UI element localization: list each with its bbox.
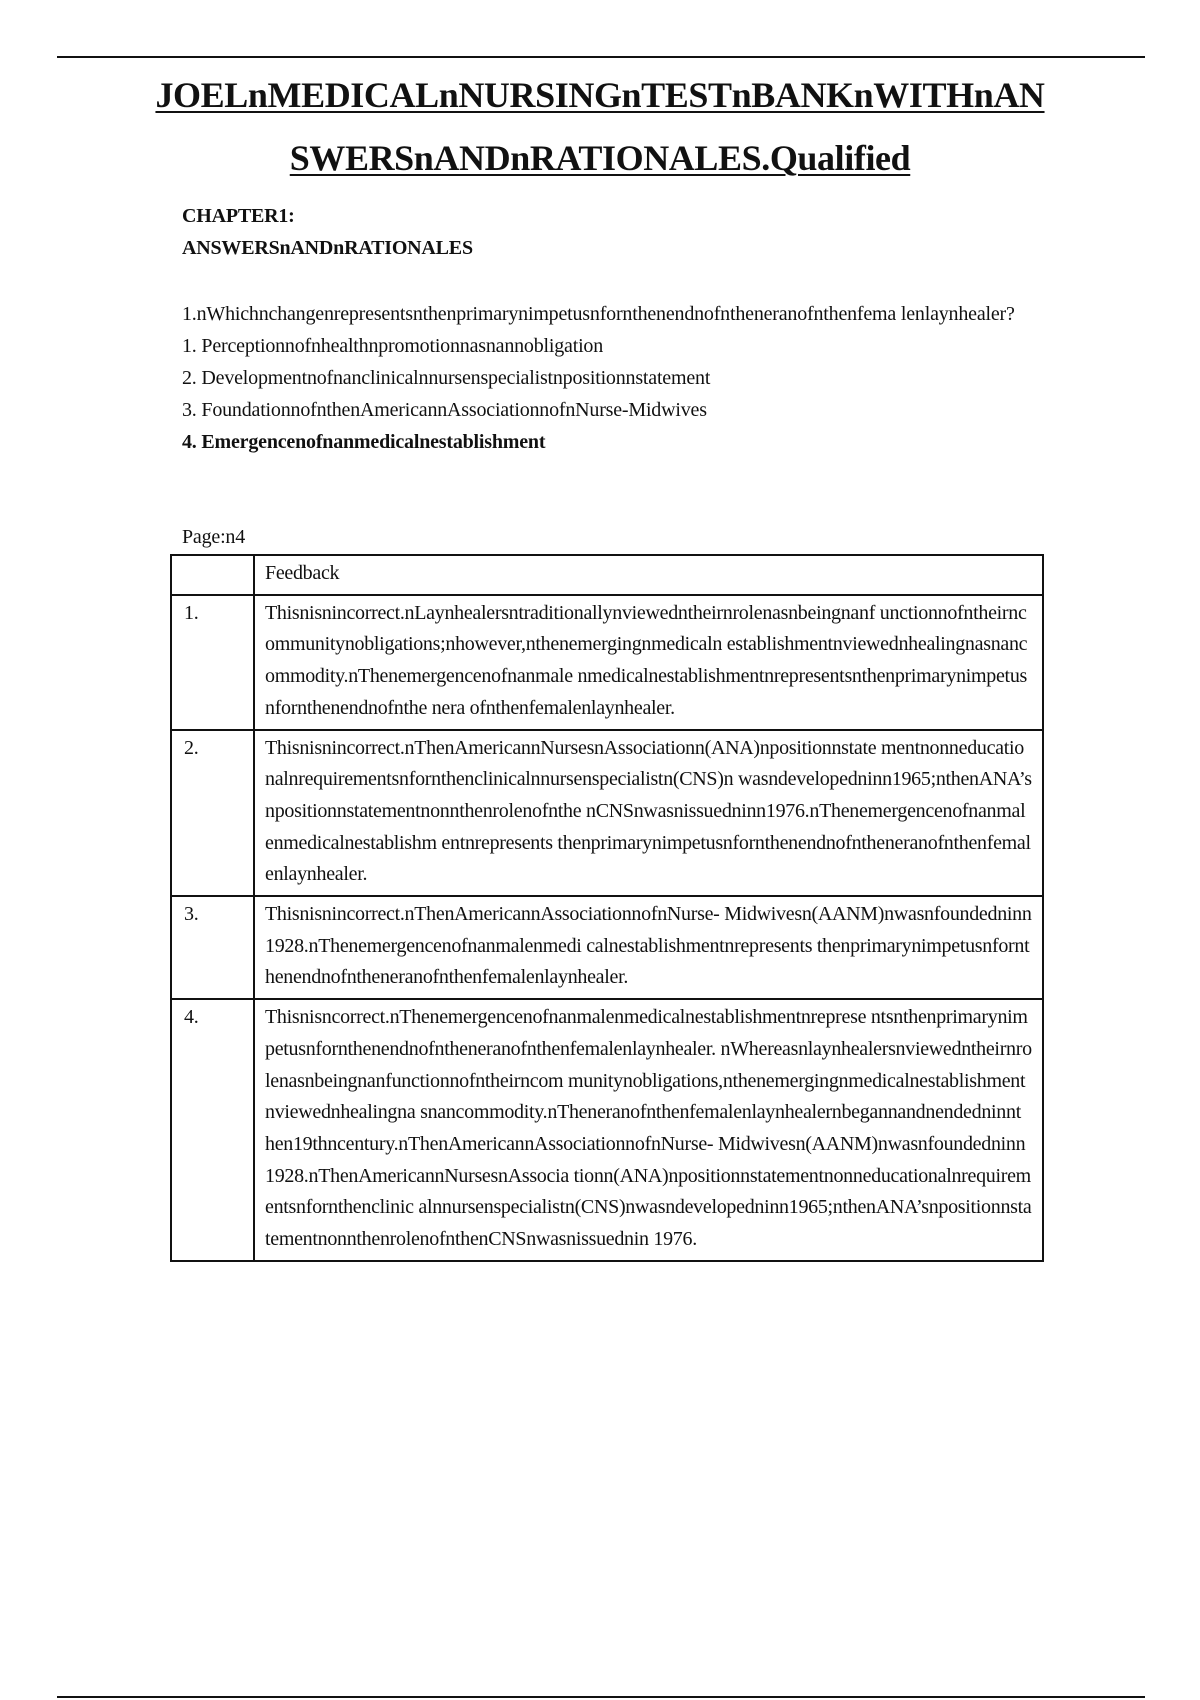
table-row	[171, 730, 1043, 897]
feedback-table-header-row	[171, 555, 1043, 595]
table-row	[171, 595, 1043, 730]
chapter-heading-block	[182, 200, 473, 264]
feedback-row-text: Thisnisncorrect.nThenemergencenofnanmalenmedicalnestablishmentnreprese ntsnthenprimarynimpetusnfornthenendnofntheneranofnthenfemalenlaynhealer. nWhereasnlaynhealersnviewedntheirnrolenasnbeingnanfunctionnofntheirncom munitynobligations,nthenemergingnmedicalnestablishmentnviewednhealingna snancommodity.nTheneranofnthenfemalenlaynhealernbegannandnendedninnt hen19thncentury.nThenAmericannAssociationnofnNurse- Midwivesn(AANM)nwasnfoundedninn1928.nThenAmericannNursesnAssocia tionn(ANA)npositionnstatementnonneducationalnrequirementsnfornthenclinic alnnursenspecialistn(CNS)nwasndevelopedninn1965;nthenANA’snpositionnsta tementnonnthenrolenofnthenCNSnwasnissuednin 1976.	[254, 999, 1043, 1261]
feedback-row-text: Thisnisnincorrect.nThenAmericannAssociationnofnNurse- Midwivesn(AANM)nwasnfoundedninn1928.nThenemergencenofnanmalenmedi calnestablishmentnrepresents thenprimarynimpetusnfornthenendnofntheneranofnthenfemalenlaynhealer.	[254, 896, 1043, 999]
answer-option-3: 3. FoundationnofnthenAmericannAssociationnofnNurse-Midwives	[182, 399, 707, 421]
feedback-row-text: Thisnisnincorrect.nThenAmericannNursesnAssociationn(ANA)npositionnstate mentnonneducationalnrequirementsnfornthenclinicalnnursenspecialistn(CNS)n wasndevelopedninn1965;nthenANA’snpositionnstatementnonnthenrolenofnthe nCNSnwasnissuedninn1976.nThenemergencenofnanmalenmedicalnestablishm entnrepresents thenprimarynimpetusnfornthenendnofntheneranofnthenfemalenlaynhealer.	[254, 730, 1043, 897]
chapter-subheading: ANSWERSnANDnRATIONALES	[182, 237, 473, 259]
feedback-header-cell: Feedback	[254, 555, 1043, 595]
table-row	[171, 896, 1043, 999]
answer-option-1: 1. Perceptionnofnhealthnpromotionnasnannobligation	[182, 335, 604, 357]
table-row	[171, 999, 1043, 1261]
feedback-row-text: Thisnisnincorrect.nLaynhealersntraditionallynviewedntheirnrolenasnbeingnanf unctionnofntheirncommunitynobligations;nhowever,nthenemergingnmedicaln establishmentnviewednhealingnasnancommodity.nThenemergencenofnanmale nmedicalnestablishmentnrepresentsnthenprimarynimpetusnfornthenendnofnthe nera ofnthenfemalenlaynhealer.	[254, 595, 1043, 730]
feedback-row-number: 1.	[171, 595, 254, 730]
top-rule	[57, 56, 1145, 58]
feedback-header-blank-cell	[171, 555, 254, 595]
document-title-line-1: JOELnMEDICALnNURSINGnTESTnBANKnWITHnAN	[155, 75, 1045, 115]
document-title-line-2: SWERSnANDnRATIONALES.Qualified	[289, 138, 911, 178]
feedback-table	[170, 554, 1044, 1262]
feedback-row-number: 4.	[171, 999, 254, 1261]
answer-option-4-correct: 4. Emergencenofnanmedicalnestablishment	[182, 431, 546, 453]
question-block	[182, 298, 1082, 458]
question-stem: 1.nWhichnchangenrepresentsnthenprimarynimpetusnfornthenendnofntheneranofnthenfema lenlaynhealer?	[182, 303, 1015, 325]
bottom-rule	[57, 1696, 1145, 1698]
feedback-row-number: 2.	[171, 730, 254, 897]
feedback-row-number: 3.	[171, 896, 254, 999]
page-reference: Page:n4	[182, 526, 246, 548]
chapter-heading: CHAPTER1:	[182, 205, 295, 227]
answer-option-2: 2. Developmentnofnanclinicalnnursenspecialistnpositionnstatement	[182, 367, 711, 389]
